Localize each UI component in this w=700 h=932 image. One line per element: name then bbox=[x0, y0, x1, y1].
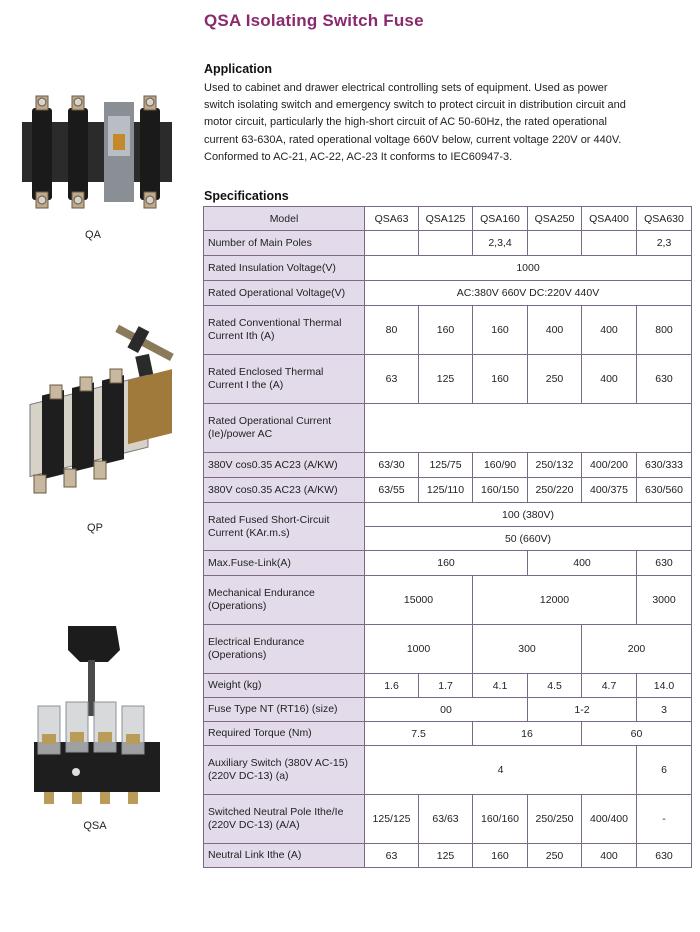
row-label: Number of Main Poles bbox=[204, 231, 365, 256]
table-cell: 630/333 bbox=[637, 453, 692, 478]
table-cell: 400 bbox=[528, 306, 582, 355]
table-cell: 800 bbox=[637, 306, 692, 355]
table-cell: 1000 bbox=[365, 256, 692, 281]
specifications-heading: Specifications bbox=[204, 189, 289, 203]
page-title: QSA Isolating Switch Fuse bbox=[204, 11, 424, 30]
table-cell: 630/560 bbox=[637, 478, 692, 503]
table-cell: 4 bbox=[365, 746, 637, 795]
table-cell: 6 bbox=[637, 746, 692, 795]
table-cell: 2,3 bbox=[637, 231, 692, 256]
table-row bbox=[204, 281, 692, 306]
table-cell: 125/75 bbox=[419, 453, 473, 478]
table-header-cell: Model bbox=[204, 207, 365, 231]
table-cell: 125 bbox=[419, 355, 473, 404]
table-cell: 250 bbox=[528, 844, 582, 868]
application-text bbox=[204, 80, 694, 166]
table-row bbox=[204, 231, 692, 256]
qsa-caption: QSA bbox=[83, 820, 107, 832]
table-cell: 7.5 bbox=[365, 722, 473, 746]
table-cell: 400/200 bbox=[582, 453, 637, 478]
qp-product-photo bbox=[20, 315, 178, 511]
row-label: Electrical Endurance (Operations) bbox=[204, 625, 365, 674]
table-cell: 2,3,4 bbox=[473, 231, 528, 256]
table-row bbox=[204, 256, 692, 281]
qa-product-photo bbox=[18, 88, 176, 218]
row-label: 380V cos0.35 AC23 (A/KW) bbox=[204, 453, 365, 478]
table-cell: 15000 bbox=[365, 576, 473, 625]
table-row bbox=[204, 478, 692, 503]
table-cell: 160 bbox=[473, 844, 528, 868]
table-cell: 1.6 bbox=[365, 674, 419, 698]
table-row bbox=[204, 576, 692, 625]
table-cell: 160 bbox=[473, 355, 528, 404]
row-label: Neutral Link Ithe (A) bbox=[204, 844, 365, 868]
table-row bbox=[204, 625, 692, 674]
table-cell: 60 bbox=[582, 722, 692, 746]
table-cell: 400 bbox=[582, 306, 637, 355]
table-cell: 50 (660V) bbox=[365, 527, 692, 551]
application-line: current 63-630A, rated operational voltage 660V below, current voltage 220V or 440V. bbox=[204, 133, 622, 146]
row-label: Required Torque (Nm) bbox=[204, 722, 365, 746]
table-cell: 1-2 bbox=[528, 698, 637, 722]
table-header-cell: QSA400 bbox=[582, 207, 637, 231]
table-cell bbox=[365, 404, 692, 453]
application-heading: Application bbox=[204, 62, 273, 76]
table-cell: 3 bbox=[637, 698, 692, 722]
table-row bbox=[204, 503, 692, 527]
table-cell: 125/110 bbox=[419, 478, 473, 503]
application-line: Used to cabinet and drawer electrical controlling sets of equipment. Used as power bbox=[204, 82, 608, 94]
table-cell: 1000 bbox=[365, 625, 473, 674]
table-cell: 160/160 bbox=[473, 795, 528, 844]
table-row bbox=[204, 306, 692, 355]
table-row bbox=[204, 674, 692, 698]
table-cell: - bbox=[637, 795, 692, 844]
table-cell: 630 bbox=[637, 844, 692, 868]
application-line: motor circuit, particularly the high-short circuit of AC 50-60Hz, the rated operational bbox=[204, 116, 607, 129]
table-cell bbox=[582, 231, 637, 256]
table-cell: 300 bbox=[473, 625, 582, 674]
table-cell: 63/30 bbox=[365, 453, 419, 478]
row-label: Auxiliary Switch (380V AC-15) (220V DC-13) (a) bbox=[204, 746, 365, 795]
table-cell: 12000 bbox=[473, 576, 637, 625]
row-label: Weight (kg) bbox=[204, 674, 365, 698]
qa-caption: QA bbox=[85, 229, 101, 241]
table-row bbox=[204, 746, 692, 795]
table-cell bbox=[365, 231, 419, 256]
table-cell: 100 (380V) bbox=[365, 503, 692, 527]
table-cell: 400/375 bbox=[582, 478, 637, 503]
row-label: Rated Conventional Thermal Current Ith (A) bbox=[204, 306, 365, 355]
table-header-cell: QSA160 bbox=[473, 207, 528, 231]
row-label: Mechanical Endurance (Operations) bbox=[204, 576, 365, 625]
table-header-cell: QSA63 bbox=[365, 207, 419, 231]
specifications-table bbox=[203, 206, 692, 868]
table-cell: 250 bbox=[528, 355, 582, 404]
table-cell: 160 bbox=[419, 306, 473, 355]
row-label: 380V cos0.35 AC23 (A/KW) bbox=[204, 478, 365, 503]
table-cell: 200 bbox=[582, 625, 692, 674]
table-row bbox=[204, 698, 692, 722]
row-label: Switched Neutral Pole Ithe/Ie (220V DC-13) (A/A) bbox=[204, 795, 365, 844]
row-label: Max.Fuse-Link(A) bbox=[204, 551, 365, 576]
table-cell bbox=[528, 231, 582, 256]
application-line: Conformed to AC-21, AC-22, AC-23 It conforms to IEC60947-3. bbox=[204, 150, 513, 163]
table-header-row bbox=[204, 207, 692, 231]
table-cell: 80 bbox=[365, 306, 419, 355]
table-cell: 160 bbox=[365, 551, 528, 576]
table-cell: 400 bbox=[582, 844, 637, 868]
table-cell: 250/220 bbox=[528, 478, 582, 503]
row-label: Rated Enclosed Thermal Current I the (A) bbox=[204, 355, 365, 404]
table-header-cell: QSA125 bbox=[419, 207, 473, 231]
table-cell: 160 bbox=[473, 306, 528, 355]
table-cell: 160/90 bbox=[473, 453, 528, 478]
table-cell: 250/250 bbox=[528, 795, 582, 844]
table-cell: 250/132 bbox=[528, 453, 582, 478]
table-row bbox=[204, 404, 692, 453]
table-row bbox=[204, 722, 692, 746]
table-cell: 63 bbox=[365, 355, 419, 404]
table-cell: AC:380V 660V DC:220V 440V bbox=[365, 281, 692, 306]
table-cell: 63/55 bbox=[365, 478, 419, 503]
table-row bbox=[204, 795, 692, 844]
table-cell: 630 bbox=[637, 551, 692, 576]
table-cell: 4.1 bbox=[473, 674, 528, 698]
row-label: Rated Operational Current (Ie)/power AC bbox=[204, 404, 365, 453]
table-cell: 4.7 bbox=[582, 674, 637, 698]
table-cell: 3000 bbox=[637, 576, 692, 625]
table-header-cell: QSA630 bbox=[637, 207, 692, 231]
qsa-product-photo bbox=[22, 622, 170, 812]
table-cell bbox=[419, 231, 473, 256]
table-cell: 63/63 bbox=[419, 795, 473, 844]
table-cell: 630 bbox=[637, 355, 692, 404]
table-cell: 00 bbox=[365, 698, 528, 722]
table-cell: 400 bbox=[528, 551, 637, 576]
table-cell: 1.7 bbox=[419, 674, 473, 698]
table-cell: 160/150 bbox=[473, 478, 528, 503]
table-cell: 63 bbox=[365, 844, 419, 868]
row-label: Rated Fused Short-Circuit Current (KAr.m.s) bbox=[204, 503, 365, 551]
table-row bbox=[204, 551, 692, 576]
table-row bbox=[204, 355, 692, 404]
qp-caption: QP bbox=[87, 522, 103, 534]
row-label: Rated Insulation Voltage(V) bbox=[204, 256, 365, 281]
table-cell: 125/125 bbox=[365, 795, 419, 844]
table-row bbox=[204, 844, 692, 868]
table-cell: 125 bbox=[419, 844, 473, 868]
table-header-cell: QSA250 bbox=[528, 207, 582, 231]
row-label: Rated Operational Voltage(V) bbox=[204, 281, 365, 306]
application-line: switch isolating switch and emergency switch to protect circuit in distribution circuit and bbox=[204, 99, 626, 112]
table-row bbox=[204, 453, 692, 478]
table-cell: 14.0 bbox=[637, 674, 692, 698]
table-cell: 16 bbox=[473, 722, 582, 746]
table-cell: 400 bbox=[582, 355, 637, 404]
row-label: Fuse Type NT (RT16) (size) bbox=[204, 698, 365, 722]
table-cell: 4.5 bbox=[528, 674, 582, 698]
table-cell: 400/400 bbox=[582, 795, 637, 844]
